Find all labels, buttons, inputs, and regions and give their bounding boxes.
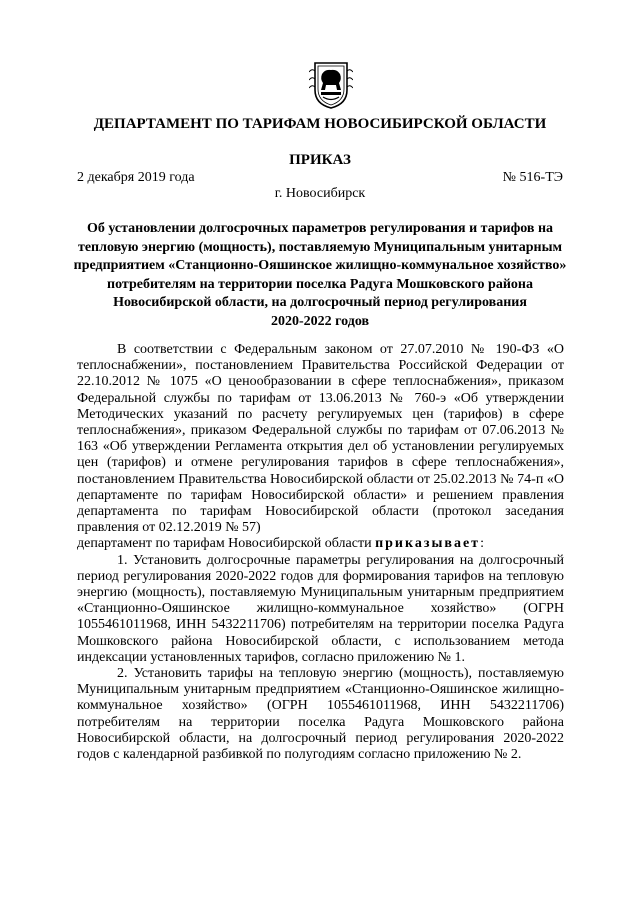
order-city: г. Новосибирск (274, 186, 366, 201)
order-number: № 516-ТЭ (502, 170, 563, 185)
orders-prefix: департамент по тарифам Новосибирской области (77, 536, 372, 552)
order-title: ПРИКАЗ (289, 152, 351, 168)
heading-line: Об установлении долгосрочных параметров регулирования и тарифов на (86, 221, 554, 236)
orders-clause (77, 536, 564, 552)
order-heading (70, 220, 570, 332)
order-item-2: 2. Установить тарифы на тепловую энергию (мощность), поставляемую Муниципальным унитарным предприятием «Станционно-Ояшинское жилищно-коммунальное хозяйство» (ОГРН 1055461011968, ИНН 5432211706) потребителям на территории поселка Радуга Мошковского района Новосибирской области, на долгосрочный период регулирования 2020-2022 годов с календарной разбивкой по полугодиям согласно приложению № 2. (77, 666, 564, 763)
department-title: ДЕПАРТАМЕНТ ПО ТАРИФАМ НОВОСИБИРСКОЙ ОБЛАСТИ (93, 116, 547, 132)
coat-of-arms-emblem (309, 60, 353, 110)
heading-line: тепловую энергию (мощность), поставляемую Муниципальным унитарным (77, 239, 563, 255)
order-item-1: 1. Установить долгосрочные параметры регулирования на долгосрочный период регулирования 2020-2022 годов для формирования тарифов на тепловую энергию (мощность), поставляемую Муниципальным унитарным предприятием «Станционно-Ояшинское жилищно-коммунальное хозяйство» (ОГРН 1055461011968, ИНН 5432211706) потребителям на территории поселка Радуга Мошковского района Новосибирской области, с использованием метода индексации установленных тарифов, согласно приложению № 1. (77, 552, 564, 665)
heading-line: Новосибирской области, на долгосрочный период регулирования (113, 295, 527, 311)
order-date: 2 декабря 2019 года (77, 170, 195, 185)
orders-suffix: : (480, 536, 484, 552)
preamble-paragraph: В соответствии с Федеральным законом от 27.07.2010 № 190-ФЗ «О теплоснабжении», постановлением Правительства Российской Федерации от 22.10.2012 № 1075 «О ценообразовании в сфере теплоснабжения», приказом Федеральной службы по тарифам от 13.06.2013 № 760-э «Об утверждении Методических указаний по расчету регулируемых цен (тарифов) в сфере теплоснабжения», приказом Федеральной службы по тарифам от 07.06.2013 № 163 «Об утверждении Регламента открытия дел об установлении регулируемых цен (тарифов) и отмене регулирования тарифов в сфере теплоснабжения», постановлением Правительства Новосибирской области от 25.02.2013 № 74-п «О департаменте по тарифам Новосибирской области» и решением правления департамента по тарифам Новосибирской области (протокол заседания правления от 02.12.2019 № 57) (77, 342, 564, 536)
orders-word: приказывает (375, 536, 481, 552)
heading-line: потребителям на территории поселка Радуга Мошковского района (107, 276, 533, 292)
order-body (77, 342, 564, 763)
heading-line: предприятием «Станционно-Ояшинское жилищно-коммунальное хозяйство» (73, 258, 567, 274)
heading-line: 2020-2022 годов (270, 313, 370, 329)
